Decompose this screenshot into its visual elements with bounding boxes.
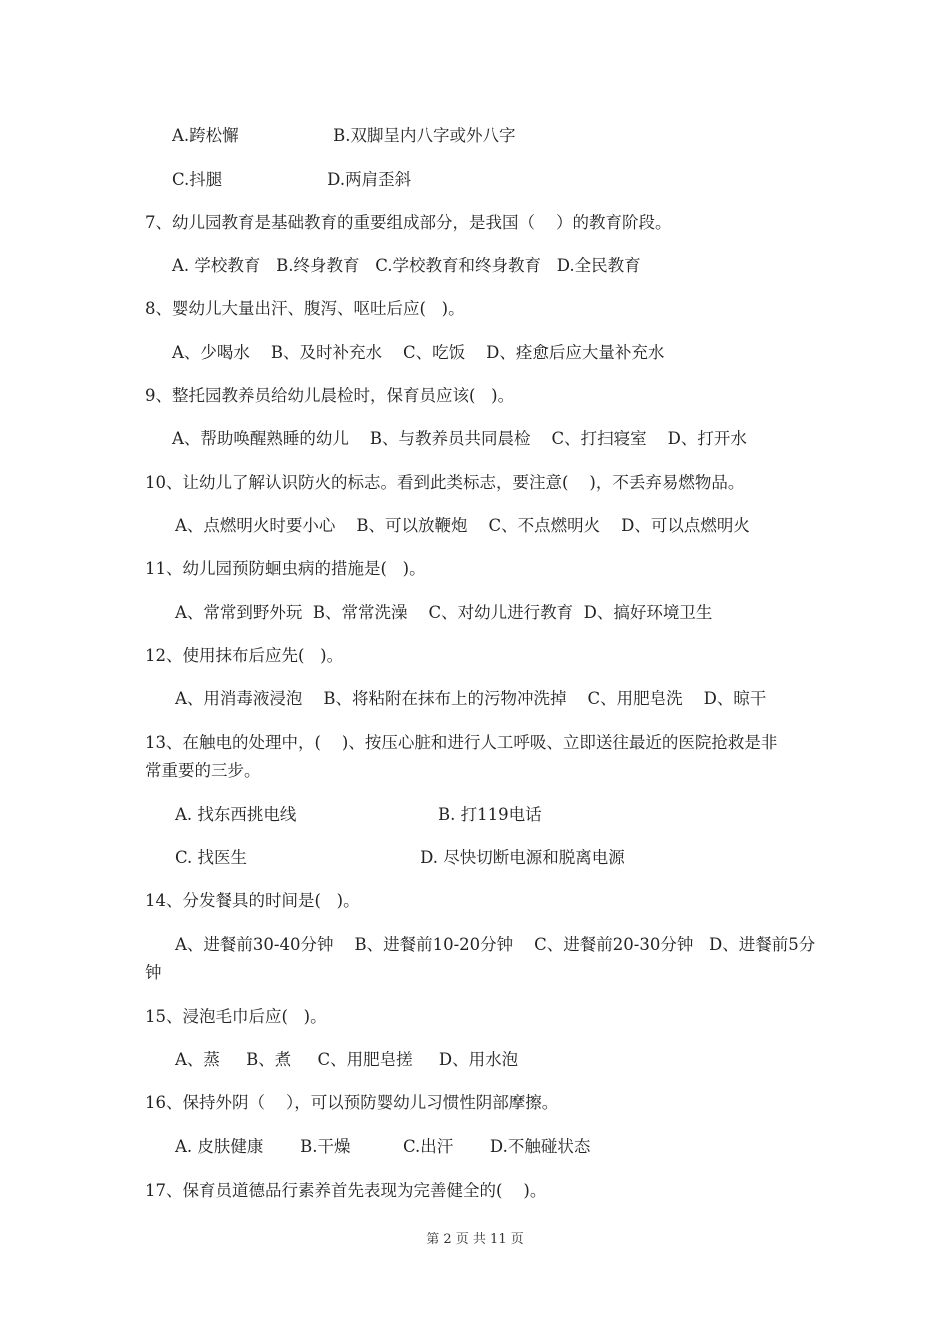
question-8: 8、婴幼儿大量出汗、腹泻、呕吐后应( )。: [145, 299, 465, 318]
q6-options-cd: C.抖腿 D.两肩歪斜: [172, 170, 412, 189]
question-15: 15、浸泡毛巾后应( )。: [145, 1007, 327, 1026]
question-16: 16、保持外阴（ ），可以预防婴幼儿习惯性阴部摩擦。: [145, 1093, 559, 1112]
q16-options: A. 皮肤健康 B.干燥 C.出汗 D.不触碰状态: [175, 1137, 591, 1156]
question-9: 9、整托园教养员给幼儿晨检时，保育员应该( )。: [145, 386, 515, 405]
q12-options: A、用消毒液浸泡 B、将粘附在抹布上的污物冲洗掉 C、用肥皂洗 D、晾干: [175, 689, 767, 708]
q13-options-ab: A. 找东西挑电线 B. 打119电话: [175, 805, 542, 824]
question-7: 7、幼儿园教育是基础教育的重要组成部分，是我国（ ）的教育阶段。: [145, 213, 672, 232]
q14-options: A、进餐前30-40分钟 B、进餐前10-20分钟 C、进餐前20-30分钟 D、进餐前5分: [175, 935, 816, 954]
question-11: 11、幼儿园预防蛔虫病的措施是( )。: [145, 559, 426, 578]
q8-options: A、少喝水 B、及时补充水 C、吃饭 D、痊愈后应大量补充水: [172, 343, 665, 362]
question-12: 12、使用抹布后应先( )。: [145, 646, 344, 665]
q11-options: A、常常到野外玩 B、常常洗澡 C、对幼儿进行教育 D、搞好环境卫生: [175, 603, 713, 622]
q10-options: A、点燃明火时要小心 B、可以放鞭炮 C、不点燃明火 D、可以点燃明火: [175, 516, 750, 535]
question-14: 14、分发餐具的时间是( )。: [145, 891, 360, 910]
q7-options: A. 学校教育 B.终身教育 C.学校教育和终身教育 D.全民教育: [172, 256, 641, 275]
q15-options: A、蒸 B、煮 C、用肥皂搓 D、用水泡: [175, 1050, 519, 1069]
q6-options-ab: A.跨松懈 B.双脚呈内八字或外八字: [172, 126, 516, 145]
question-17: 17、保育员道德品行素养首先表现为完善健全的( )。: [145, 1181, 547, 1200]
question-10: 10、让幼儿了解认识防火的标志。看到此类标志，要注意( )，不丢弃易燃物品。: [145, 473, 745, 492]
q9-options: A、帮助唤醒熟睡的幼儿 B、与教养员共同晨检 C、打扫寝室 D、打开水: [172, 429, 747, 448]
q14-options-cont: 钟: [145, 963, 162, 982]
question-13: 13、在触电的处理中，( )、按压心脏和进行人工呼吸、立即送往最近的医院抢救是非: [145, 733, 778, 752]
page-footer: 第 2 页 共 11 页: [426, 1232, 524, 1247]
question-13-cont: 常重要的三步。: [145, 761, 261, 780]
q13-options-cd: C. 找医生 D. 尽快切断电源和脱离电源: [175, 848, 625, 867]
